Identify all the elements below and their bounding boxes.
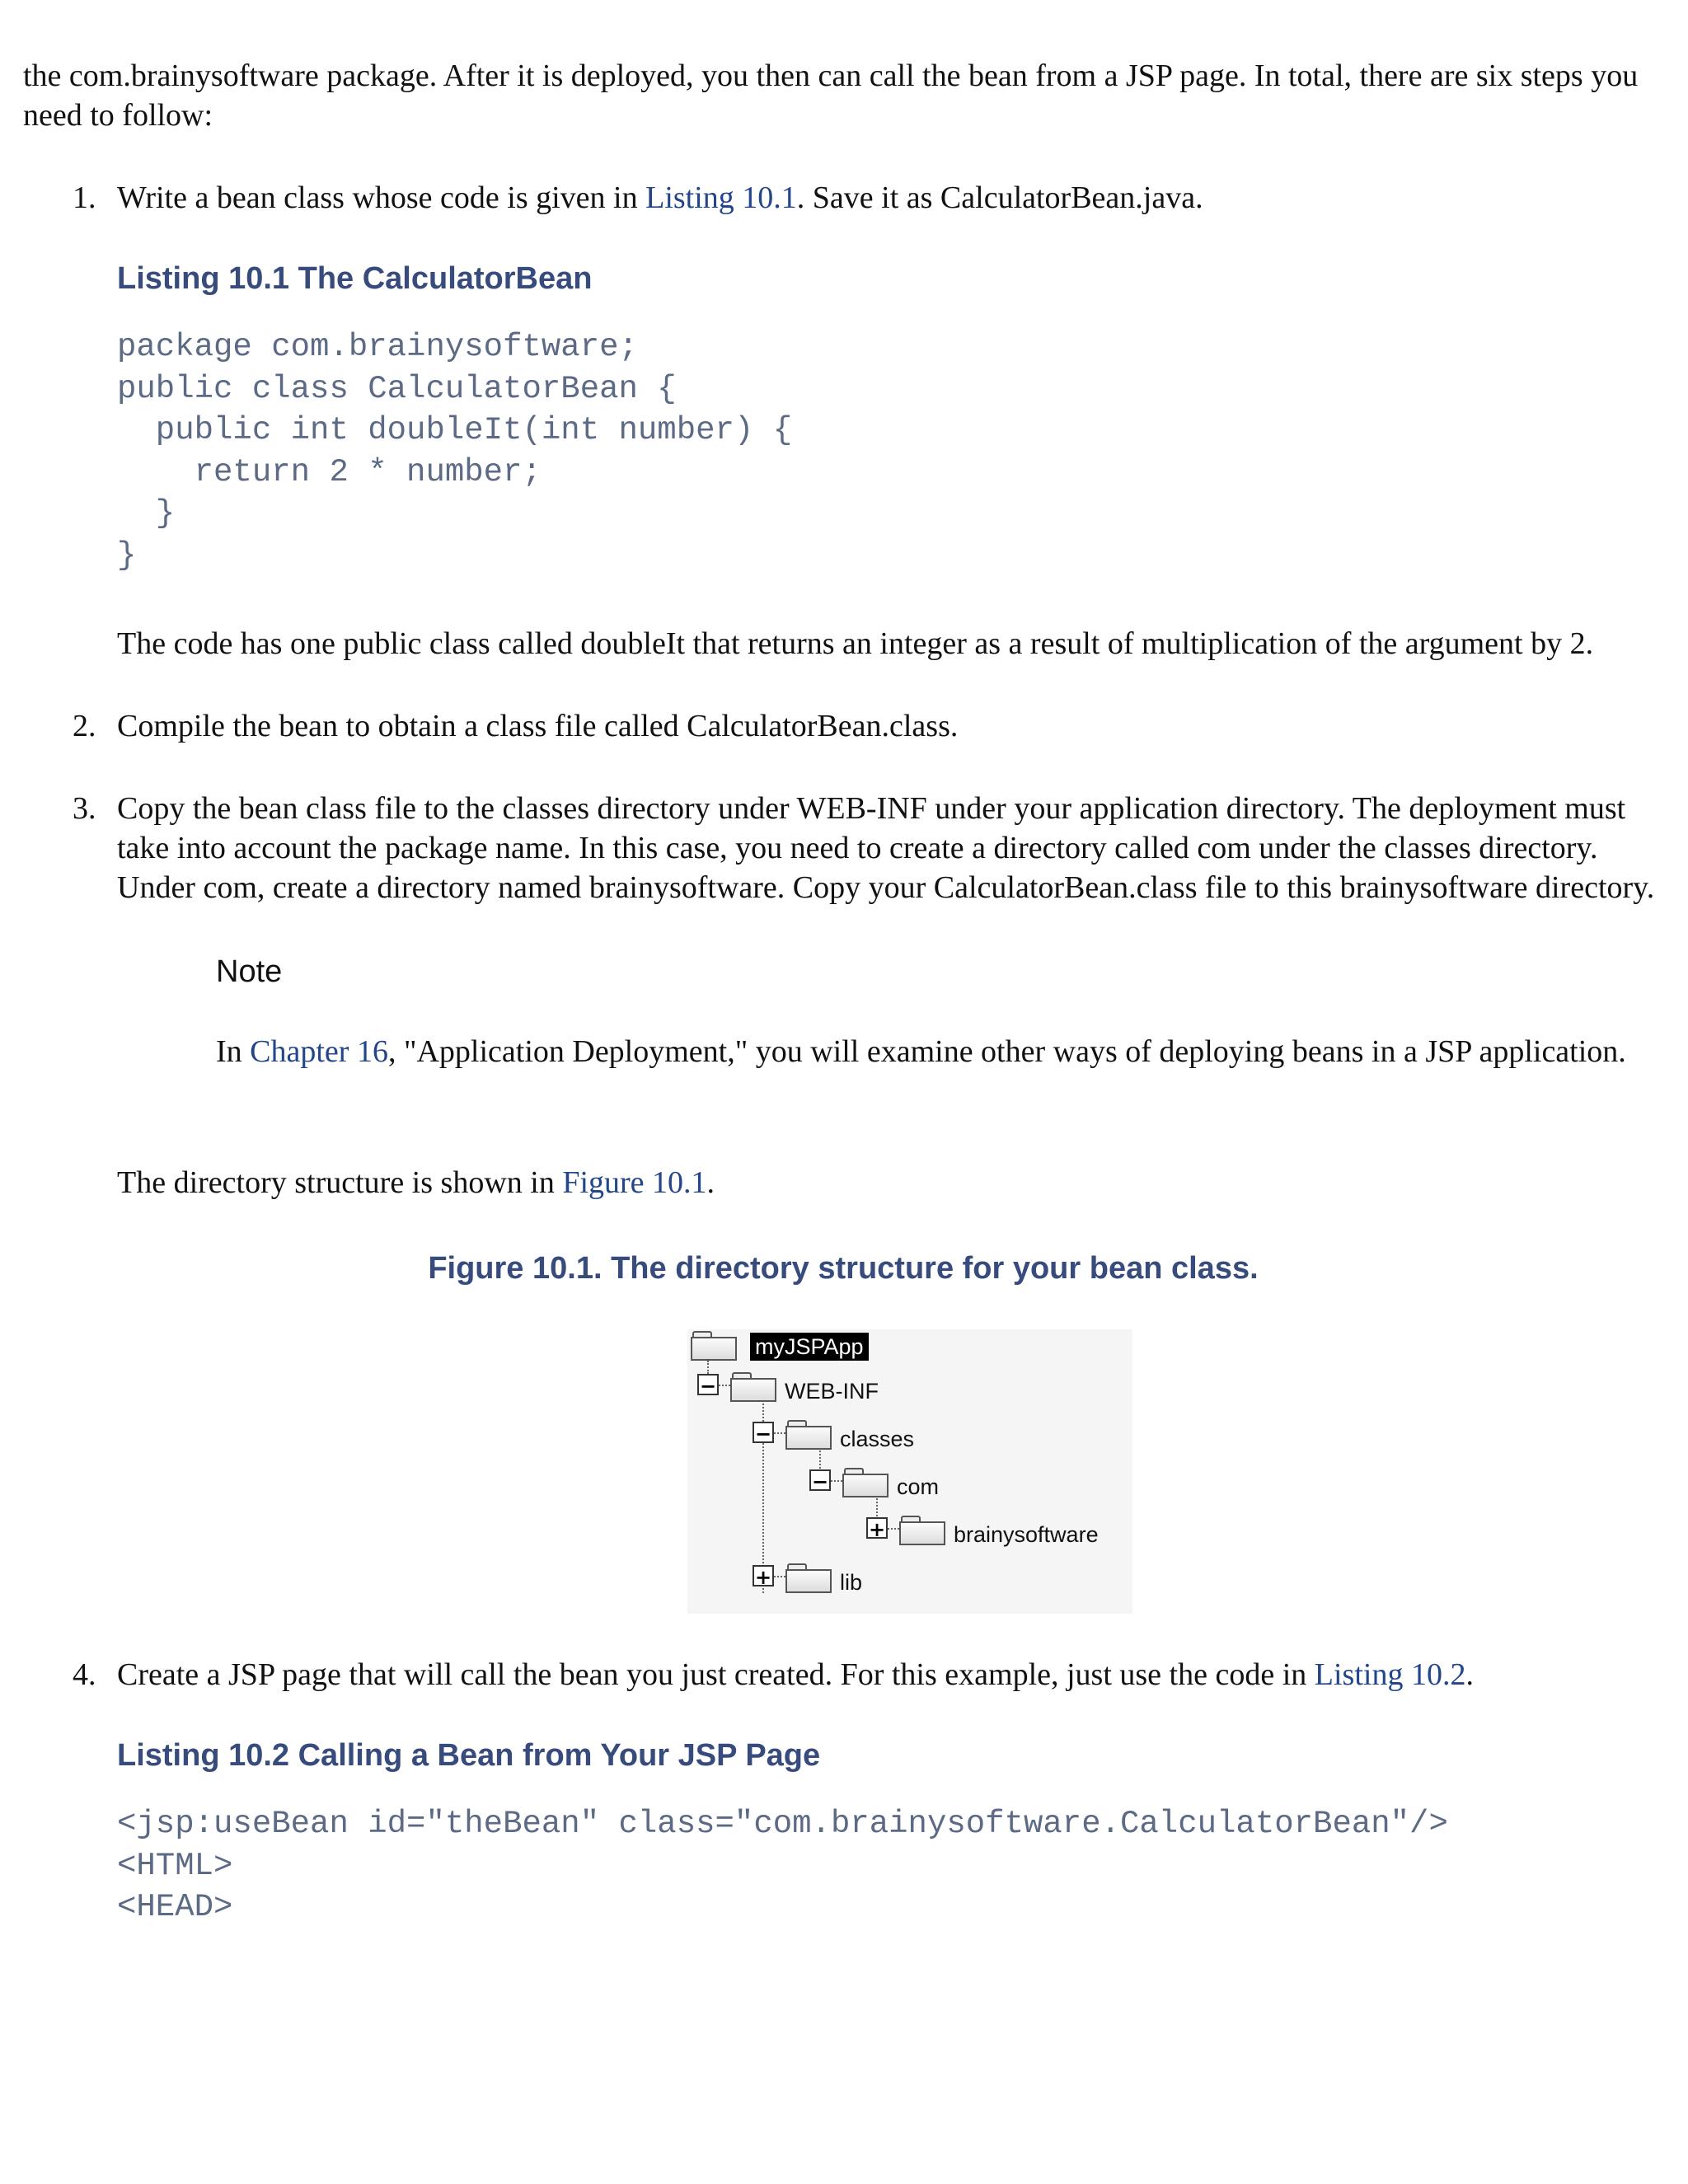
tree-node-com[interactable]: com [897, 1474, 940, 1499]
step-number: 1. [73, 180, 96, 215]
note-text-before: In [216, 1034, 251, 1069]
tree-node-classes[interactable]: classes [840, 1427, 915, 1451]
step-text [117, 1655, 1663, 1694]
listing-2-title: Listing 10.2 Calling a Bean from Your JSP Page [117, 1738, 821, 1773]
figure-10-1-link[interactable]: Figure 10.1 [562, 1165, 707, 1200]
step-4 [23, 1655, 1663, 1929]
step-number: 4. [73, 1657, 96, 1692]
folder-icon [899, 1516, 945, 1544]
step-1 [23, 178, 1663, 663]
tree-line [719, 1385, 730, 1386]
document-page [23, 56, 1663, 1929]
collapse-icon[interactable]: − [809, 1469, 831, 1491]
tree-line [774, 1432, 785, 1434]
step-text-after: . [1465, 1657, 1474, 1692]
collapse-icon[interactable]: − [697, 1374, 719, 1395]
folder-icon [785, 1420, 832, 1448]
step-text: Copy the bean class file to the classes directory under WEB-INF under your application directory. The deployment must take into account the package name. In this case, you need to create a directory called com under the classes directory. Under com, create a directory named brainysoftware. Copy your CalculatorBean.class file to this brainysoftware directory. [117, 791, 1655, 905]
tree-line [762, 1387, 764, 1593]
step-2 [23, 706, 1663, 746]
directory-text-before: The directory structure is shown in [117, 1165, 563, 1200]
listing-1-title: Listing 10.1 The CalculatorBean [117, 261, 593, 296]
tree-line [774, 1576, 785, 1577]
folder-open-icon [691, 1331, 737, 1359]
expand-icon[interactable]: + [866, 1517, 888, 1539]
step-text: Compile the bean to obtain a class file called CalculatorBean.class. [117, 709, 959, 743]
step-text-before: Write a bean class whose code is given in [117, 180, 646, 215]
note-box [216, 952, 1663, 1074]
folder-icon [842, 1468, 889, 1496]
step-number: 3. [73, 791, 96, 826]
directory-tree-figure [687, 1329, 1132, 1614]
listing-10-2-link[interactable]: Listing 10.2 [1314, 1657, 1466, 1692]
step-text [117, 178, 1663, 218]
tree-line [707, 1361, 709, 1374]
directory-text-after: . [706, 1165, 715, 1200]
tree-node-web-inf[interactable]: WEB-INF [785, 1379, 879, 1404]
step-text-after: . Save it as CalculatorBean.java. [796, 180, 1203, 215]
folder-icon [785, 1563, 832, 1591]
directory-paragraph [117, 1163, 1663, 1202]
tree-line [888, 1528, 899, 1530]
step-number: 2. [73, 709, 96, 743]
intro-paragraph: the com.brainysoftware package. After it is deployed, you then can call the bean from a JSP page. In total, there are six steps you need to follow: [23, 59, 1639, 133]
note-body [216, 1029, 1663, 1074]
listing-1-explanation: The code has one public class called doubleIt that returns an integer as a result of multiplication of the argument by 2. [117, 626, 1594, 661]
expand-icon[interactable]: + [753, 1565, 774, 1586]
listing-1-code: package com.brainysoftware; public class CalculatorBean { public int doubleIt(int number) { return 2 * number; } } [117, 329, 793, 574]
step-text-before: Create a JSP page that will call the bean you just created. For this example, just use the code in [117, 1657, 1315, 1692]
folder-icon [730, 1372, 776, 1400]
listing-2-code: <jsp:useBean id="theBean" class="com.brainysoftware.CalculatorBean"/> <HTML> <HEAD> [117, 1806, 1448, 1925]
chapter-16-link[interactable]: Chapter 16 [250, 1034, 388, 1069]
tree-node-myjspapp[interactable]: myJSPApp [750, 1333, 869, 1361]
note-title: Note [216, 954, 283, 989]
tree-node-lib[interactable]: lib [840, 1570, 863, 1595]
tree-node-brainysoftware[interactable]: brainysoftware [954, 1522, 1099, 1547]
collapse-icon[interactable]: − [753, 1422, 774, 1443]
listing-10-1-link[interactable]: Listing 10.1 [645, 180, 797, 215]
figure-caption: Figure 10.1. The directory structure for your bean class. [428, 1251, 1259, 1286]
note-text-after: , "Application Deployment," you will examine other ways of deploying beans in a JSP application. [387, 1034, 1626, 1069]
tree-line [831, 1480, 842, 1482]
steps-list [23, 178, 1663, 1929]
step-3 [23, 789, 1663, 1614]
